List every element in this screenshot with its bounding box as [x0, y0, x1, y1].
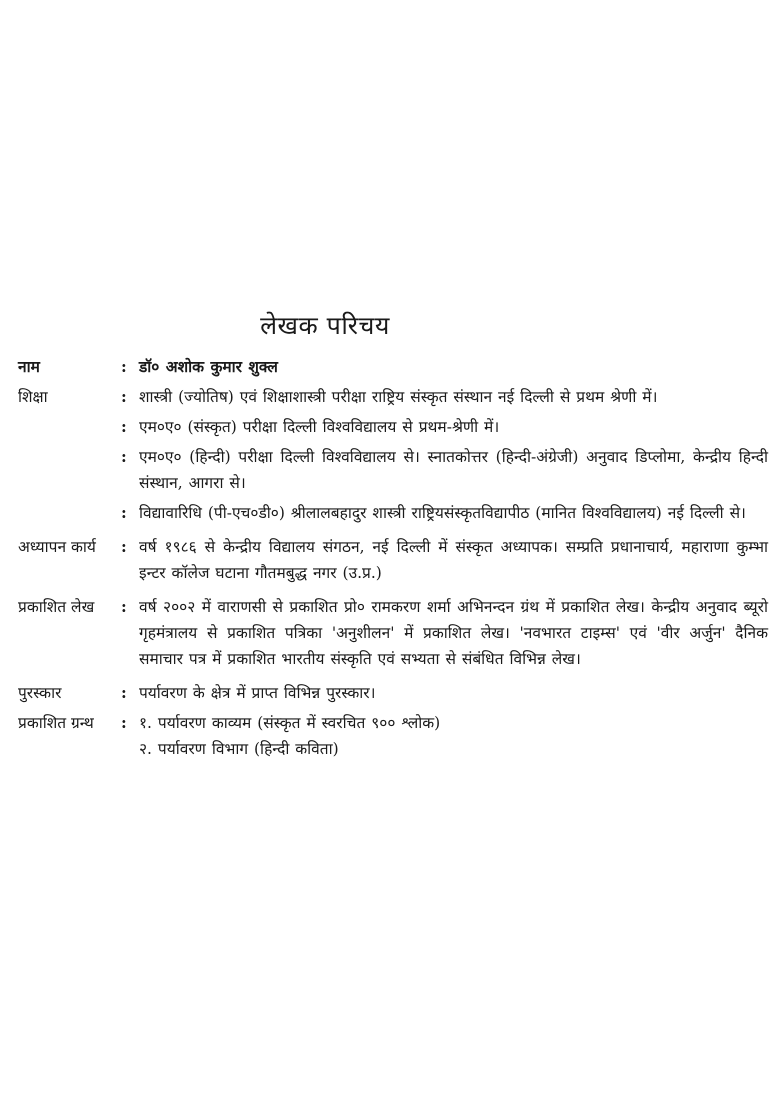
colon: :	[121, 683, 127, 702]
entries-books	[121, 710, 768, 762]
label-name: नाम	[18, 357, 40, 376]
entries-teaching	[121, 534, 768, 586]
label-articles: प्रकाशित लेख	[18, 598, 95, 616]
education-text: एम०ए० (संस्कृत) परीक्षा दिल्ली विश्वविद्यालय से प्रथम-श्रेणी में।	[139, 418, 500, 436]
entry-name	[121, 354, 768, 380]
education-text: एम०ए० (हिन्दी) परीक्षा दिल्ली विश्वविद्यालय से। स्नातकोत्तर (हिन्दी-अंग्रेजी) अनुवाद डिप्लोमा, केन्द्रीय हिन्दी संस्थान, आगरा से।	[139, 448, 768, 492]
education-entry-4	[121, 500, 768, 526]
author-bio	[18, 354, 768, 766]
row-awards	[18, 680, 768, 706]
education-entry-1	[121, 384, 768, 410]
book-item-1: १. पर्यावरण काव्यम (संस्कृत में स्वरचित ९०० श्लोक)	[139, 714, 441, 732]
colon: :	[121, 387, 127, 406]
articles-entry	[121, 594, 768, 672]
education-text: विद्यावारिधि (पी-एच०डी०) श्रीलालबहादुर शास्त्री राष्ट्रियसंस्कृतविद्यापीठ (मानित विश्वविद्यालय) नई दिल्ली से।	[139, 504, 746, 522]
colon: :	[121, 447, 127, 466]
row-teaching	[18, 534, 768, 586]
entries-name	[121, 354, 768, 380]
label-awards: पुरस्कार	[18, 684, 62, 702]
books-entry	[121, 710, 768, 762]
row-name	[18, 354, 768, 380]
entries-articles	[121, 594, 768, 672]
colon: :	[121, 537, 127, 556]
education-entry-3	[121, 444, 768, 496]
page-title: लेखक परिचय	[260, 311, 390, 340]
entries-awards	[121, 680, 768, 706]
row-education	[18, 384, 768, 526]
articles-text: वर्ष २००२ में वाराणसी से प्रकाशित प्रो० रामकरण शर्मा अभिनन्दन ग्रंथ में प्रकाशित लेख। केन्द्रीय अनुवाद ब्यूरो गृहमंत्रालय से प्रकाशित पत्रिका 'अनुशीलन' में प्रकाशित लेख। 'नवभारत टाइम्स' एवं 'वीर अर्जुन' दैनिक समाचार पत्र में प्रकाशित भारतीय संस्कृति एवं सभ्यता से संबंधित विभिन्न लेख।	[139, 598, 768, 668]
awards-text: पर्यावरण के क्षेत्र में प्राप्त विभिन्न पुरस्कार।	[139, 684, 376, 702]
entries-education	[121, 384, 768, 526]
awards-entry	[121, 680, 768, 706]
teaching-text: वर्ष १९८६ से केन्द्रीय विद्यालय संगठन, नई दिल्ली में संस्कृत अध्यापक। सम्प्रति प्रधानाचार्य, महाराणा कुम्भा इन्टर कॉलेज घटाना गौतमबुद्ध नगर (उ.प्र.)	[139, 538, 768, 582]
label-books: प्रकाशित ग्रन्थ	[18, 714, 94, 732]
colon: :	[121, 597, 127, 616]
author-name: डॉ० अशोक कुमार शुक्ल	[139, 357, 278, 376]
row-books	[18, 710, 768, 762]
row-articles	[18, 594, 768, 672]
colon: :	[121, 357, 127, 376]
education-entry-2	[121, 414, 768, 440]
teaching-entry	[121, 534, 768, 586]
label-teaching: अध्यापन कार्य	[18, 538, 96, 556]
label-education: शिक्षा	[18, 388, 48, 406]
colon: :	[121, 503, 127, 522]
books-list	[139, 710, 768, 762]
book-item-2: २. पर्यावरण विभाग (हिन्दी कविता)	[139, 740, 339, 758]
colon: :	[121, 417, 127, 436]
colon: :	[121, 713, 127, 732]
education-text: शास्त्री (ज्योतिष) एवं शिक्षाशास्त्री परीक्षा राष्ट्रिय संस्कृत संस्थान नई दिल्ली से प्रथम श्रेणी में।	[139, 388, 658, 406]
